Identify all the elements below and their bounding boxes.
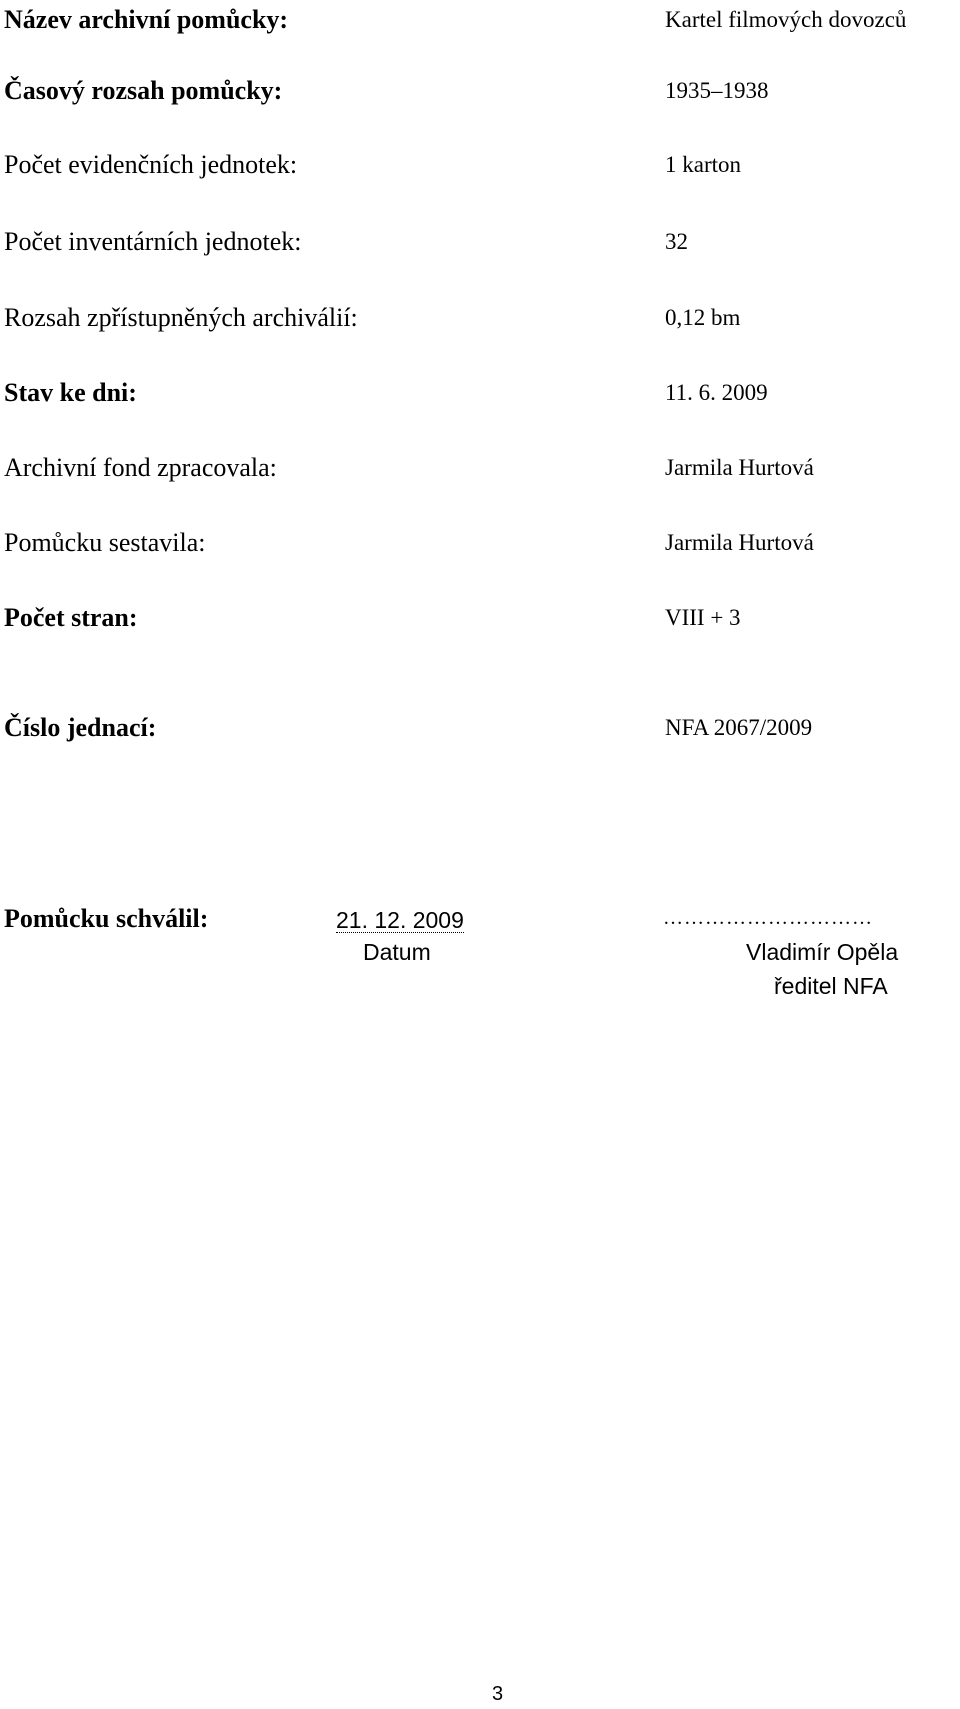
field-row-status-date	[0, 373, 960, 413]
field-value: 1935–1938	[665, 78, 769, 103]
date-caption: Datum	[363, 939, 431, 965]
field-label: Číslo jednací:	[4, 713, 157, 742]
field-label: Archivní fond zpracovala:	[4, 453, 277, 482]
field-row-time-range	[0, 71, 960, 111]
signer-role: ředitel NFA	[774, 973, 888, 999]
field-label: Počet evidenčních jednotek:	[4, 150, 298, 179]
signer-name: Vladimír Opěla	[746, 939, 899, 965]
page-number: 3	[492, 1683, 504, 1705]
field-row-compiled-by	[0, 523, 960, 563]
field-label: Počet stran:	[4, 603, 138, 632]
approval-date: 21. 12. 2009	[336, 900, 464, 933]
field-row-page-count	[0, 598, 960, 638]
field-value: 1 karton	[665, 152, 742, 177]
field-value: 0,12 bm	[665, 305, 741, 330]
field-row-processed-by	[0, 448, 960, 488]
field-value: NFA 2067/2009	[665, 715, 813, 740]
approval-label: Pomůcku schválil:	[4, 904, 209, 933]
field-label: Stav ke dni:	[4, 378, 137, 407]
field-row-evidence-units	[0, 145, 960, 185]
field-value: VIII + 3	[665, 605, 741, 630]
field-label: Pomůcku sestavila:	[4, 528, 206, 557]
field-value: 32	[665, 229, 688, 254]
field-value: Jarmila Hurtová	[665, 455, 814, 480]
field-value: 11. 6. 2009	[665, 380, 768, 405]
field-row-reference-number	[0, 708, 960, 748]
signature-line: …………………………	[663, 907, 873, 929]
field-row-extent	[0, 298, 960, 338]
field-label: Počet inventárních jednotek:	[4, 227, 302, 256]
field-label: Časový rozsah pomůcky:	[4, 76, 283, 105]
field-label: Rozsah zpřístupněných archiválií:	[4, 303, 358, 332]
field-row-title	[0, 0, 960, 40]
field-value: Kartel filmových dovozců	[665, 7, 907, 32]
field-value: Jarmila Hurtová	[665, 530, 814, 555]
field-label: Název archivní pomůcky:	[4, 5, 289, 34]
field-row-inventory-units	[0, 222, 960, 262]
